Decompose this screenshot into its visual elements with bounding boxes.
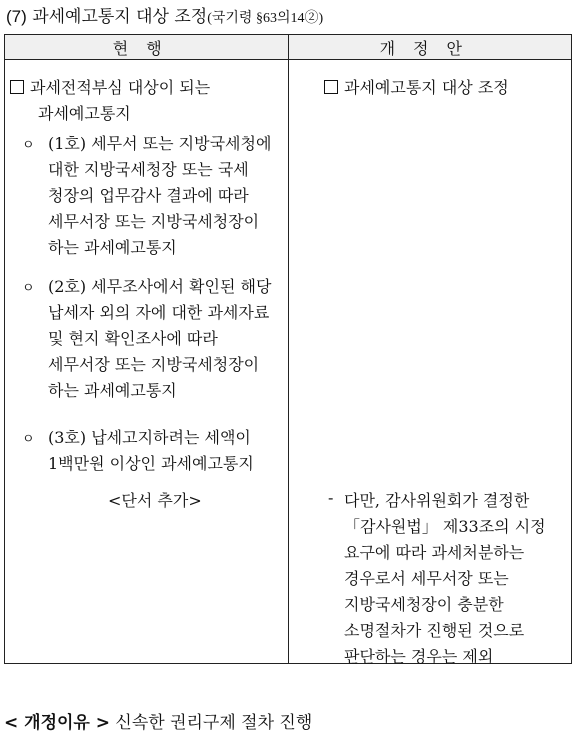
bullet-2-line: 및 현지 확인조사에 따라 <box>48 329 218 348</box>
bullet-icon: ㅇ <box>22 281 35 296</box>
bullet-1-line: 청장의 업무감사 결과에 따라 <box>48 186 249 205</box>
bullet-2-line: (2호) 세무조사에서 확인된 해당 <box>48 277 272 296</box>
proviso-line: 요구에 따라 과세처분하는 <box>344 543 525 562</box>
proviso-line: 다만, 감사위원회가 결정한 <box>344 491 530 510</box>
amendment-reason-text: 신속한 권리구제 절차 진행 <box>115 713 313 733</box>
bullet-1-line: 대한 지방국세청장 또는 국세 <box>48 160 249 179</box>
current-item-title: 과세전적부심 대상이 되는 <box>10 75 210 98</box>
section-title: 과세예고통지 대상 조정 <box>32 7 208 27</box>
added-note: <단서 추가> <box>108 491 202 510</box>
checkbox-square-icon <box>324 80 338 94</box>
bullet-1-line: (1호) 세무서 또는 지방국세청에 <box>48 134 272 153</box>
proposed-item-title: 과세예고통지 대상 조정 <box>324 75 509 98</box>
bullet-3-line: (3호) 납세고지하려는 세액이 <box>48 428 251 447</box>
proviso-line: 「감사원법」 제33조의 시정 <box>344 517 546 536</box>
section-number: (7) <box>6 7 27 26</box>
bullet-1-line: 세무서장 또는 지방국세청장이 <box>48 212 260 231</box>
bullet-icon: ㅇ <box>22 432 35 447</box>
proviso-line: 소명절차가 진행된 것으로 <box>344 621 525 640</box>
bullet-1-line: 하는 과세예고통지 <box>48 238 177 257</box>
proviso-line: 지방국세청장이 충분한 <box>344 595 504 614</box>
current-item-title-cont: 과세예고통지 <box>38 104 131 123</box>
bullet-icon: ㅇ <box>22 138 35 153</box>
checkbox-square-icon <box>10 80 24 94</box>
dash-icon: - <box>328 488 334 507</box>
proviso-line: 판단하는 경우는 제외 <box>344 647 494 666</box>
bullet-2-line: 하는 과세예고통지 <box>48 381 177 400</box>
bullet-3-line: 1백만원 이상인 과세예고통지 <box>48 454 254 473</box>
column-header-current: 현행 <box>5 35 289 60</box>
amendment-reason-label: < 개정이유 > <box>4 713 111 733</box>
bullet-2-line: 세무서장 또는 지방국세청장이 <box>48 355 260 374</box>
proviso-line: 경우로서 세무서장 또는 <box>344 569 509 588</box>
amendment-reason <box>4 708 312 733</box>
column-header-proposed: 개정안 <box>288 35 572 60</box>
bullet-2-line: 납세자 외의 자에 대한 과세자료 <box>48 303 270 322</box>
legal-reference: (국기령 §63의14②) <box>207 11 324 26</box>
section-heading <box>6 2 323 27</box>
